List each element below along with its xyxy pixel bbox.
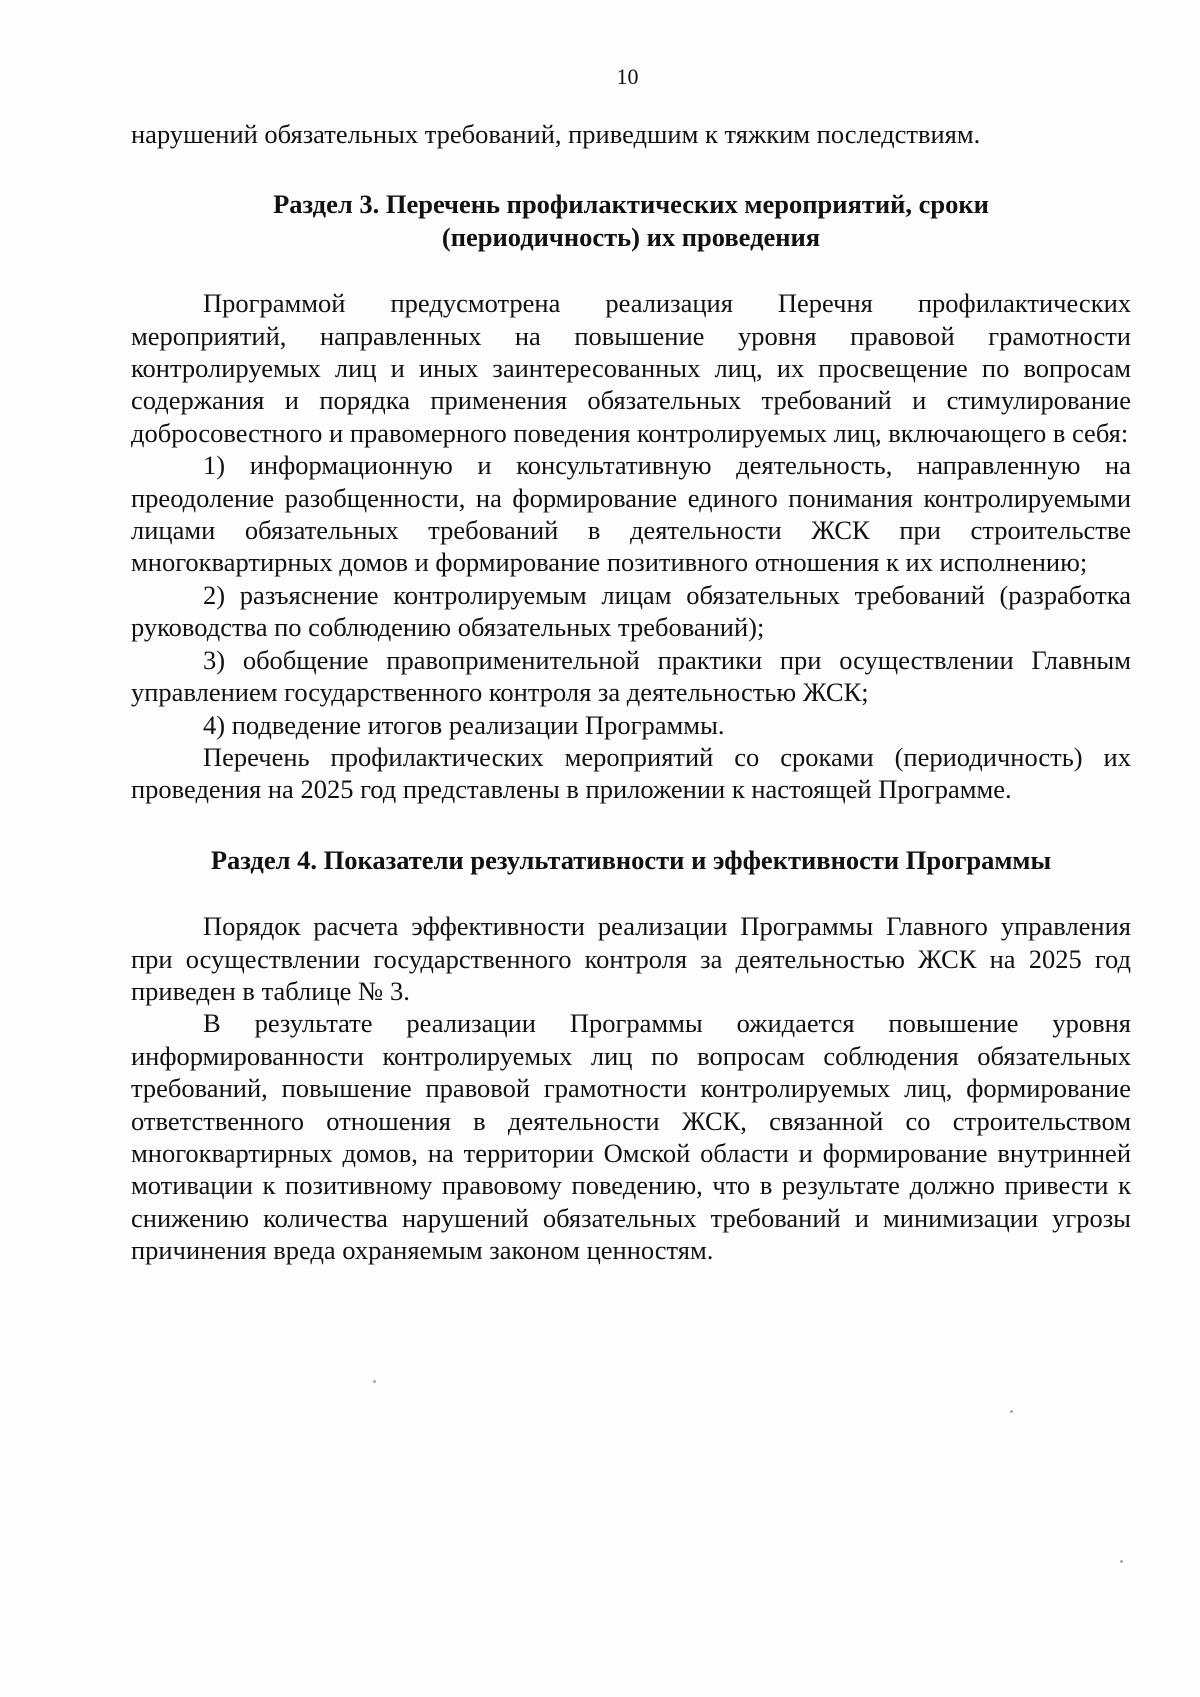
section-3-item-1: 1) информационную и консультативную деятельность, направленную на преодоление разобщенности, на формирование единого понимания контролируемыми лицами обязательных требований в деятельности ЖСК при строительстве многоквартирных домов и формирование позитивного отношения к их исполнению; (131, 450, 1131, 578)
scan-speck (1120, 1560, 1123, 1563)
page-content (131, 118, 1131, 1267)
page-number: 10 (616, 64, 639, 89)
section-3-intro: Программой предусмотрена реализация Перечня профилактических мероприятий, направленных на повышение уровня правовой грамотности контролируемых лиц и иных заинтересованных лиц, их просвещение по вопросам содержания и порядка применения обязательных требований и стимулирование добросовестного и правомерного поведения контролируемых лиц, включающего в себя: (131, 288, 1131, 448)
section-4-paragraph-2: В результате реализации Программы ожидается повышение уровня информированности контролируемых лиц по вопросам соблюдения обязательных требований, повышение правовой грамотности контролируемых лиц, формирование ответственного отношения в деятельности ЖСК, связанной со строительством многоквартирных домов, на территории Омской области и формирование внутринней мотивации к позитивному правовому поведению, что в результате должно привести к снижению количества нарушений обязательных требований и минимизации угрозы причинения вреда охраняемым законом ценностям. (131, 1008, 1131, 1266)
section-3-item-3: 3) обобщение правоприменительной практики при осуществлении Главным управлением государственного контроля за деятельностью ЖСК; (131, 644, 1131, 708)
scan-speck (373, 1380, 376, 1383)
continuation-text: нарушений обязательных требований, приведшим к тяжким последствиям. (131, 119, 981, 149)
section-3-item-4: 4) подведение итогов реализации Программы. (203, 709, 725, 740)
section-3-item-2: 2) разъяснение контролируемым лицам обязательных требований (разработка руководства по соблюдению обязательных требований); (131, 579, 1131, 643)
section-4-heading: Раздел 4. Показатели результативности и эффективности Программы (210, 844, 1052, 875)
section-3-heading: Раздел 3. Перечень профилактических мероприятий, сроки (периодичность) их проведения (273, 189, 989, 252)
section-4-paragraph-1: Порядок расчета эффективности реализации Программы Главного управления при осуществлении государственного контроля за деятельностью ЖСК на 2025 год приведен в таблице № 3. (131, 911, 1131, 1006)
scan-speck (1010, 1410, 1013, 1413)
section-3-closing: Перечень профилактических мероприятий со сроками (периодичность) их проведения на 2025 год представлены в приложении к настоящей Программе. (131, 741, 1131, 805)
